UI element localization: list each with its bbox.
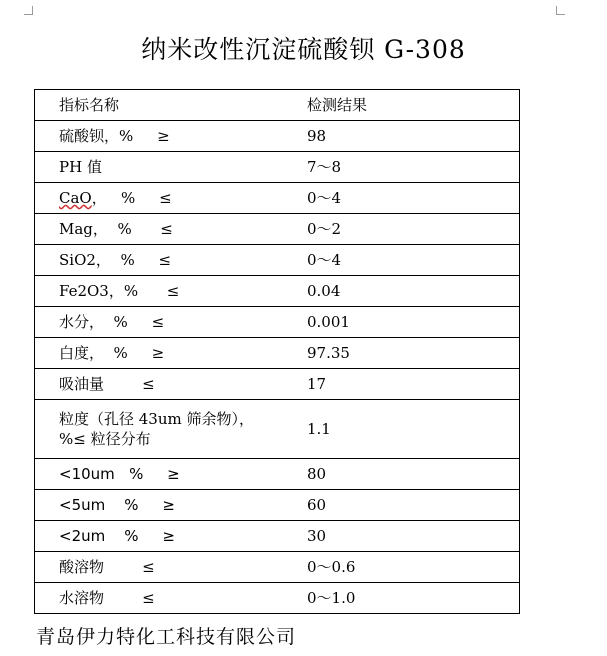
spec-item: CaO， % ≤ xyxy=(59,189,172,207)
spec-item: Mag， % ≤ xyxy=(59,220,173,238)
table-row xyxy=(35,307,520,338)
spec-item: 白度， % ≥ xyxy=(59,344,165,362)
spec-item: SiO2， % ≤ xyxy=(59,251,172,269)
row-cell xyxy=(35,214,520,245)
spec-value: 7～8 xyxy=(307,158,342,176)
spec-item: 水溶物 ≤ xyxy=(59,589,155,607)
header-result-label: 检测结果 xyxy=(307,96,368,114)
row-cell xyxy=(35,245,520,276)
row-cell xyxy=(35,338,520,369)
table-row xyxy=(35,152,520,183)
table-row xyxy=(35,121,520,152)
row-cell xyxy=(35,183,520,214)
header-cell xyxy=(35,90,520,121)
table-row xyxy=(35,400,520,459)
spec-value: 1.1 xyxy=(307,420,331,438)
spec-item: 吸油量 ≤ xyxy=(59,375,155,393)
spec-value: 30 xyxy=(307,527,327,545)
row-cell xyxy=(35,121,520,152)
spec-value: 0～1.0 xyxy=(307,589,356,607)
table-row xyxy=(35,245,520,276)
table-row xyxy=(35,338,520,369)
spec-item: 硫酸钡，% ≥ xyxy=(59,127,170,145)
spec-item: Fe2O3，% ≤ xyxy=(59,282,180,300)
spec-value: 97.35 xyxy=(307,344,350,362)
table-row xyxy=(35,521,520,552)
company-name: 青岛伊力特化工科技有限公司 xyxy=(36,626,297,648)
row-cell xyxy=(35,152,520,183)
spec-value: 0.04 xyxy=(307,282,341,300)
spec-value: 0～4 xyxy=(307,189,342,207)
spec-item: 酸溶物 ≤ xyxy=(59,558,155,576)
spec-table xyxy=(34,89,520,614)
spec-value: 0～4 xyxy=(307,251,342,269)
spec-item: <5um % ≥ xyxy=(59,496,175,514)
row-cell xyxy=(35,490,520,521)
row-cell xyxy=(35,307,520,338)
table-row xyxy=(35,459,520,490)
table-row xyxy=(35,490,520,521)
spec-item: <2um % ≥ xyxy=(59,527,175,545)
table-row xyxy=(35,583,520,614)
table-row xyxy=(35,552,520,583)
spec-item: 粒度（孔径 43um 筛余物），%≤ 粒径分布 xyxy=(59,410,255,448)
spec-value: 17 xyxy=(307,375,327,393)
spec-value: 98 xyxy=(307,127,327,145)
spec-value: 0～2 xyxy=(307,220,342,238)
table-row xyxy=(35,276,520,307)
spec-value: 60 xyxy=(307,496,327,514)
corner-mark-right xyxy=(556,6,565,15)
table-header-row xyxy=(35,90,520,121)
document-title: 纳米改性沉淀硫酸钡 G-308 xyxy=(141,35,466,64)
row-cell xyxy=(35,369,520,400)
row-cell xyxy=(35,583,520,614)
spec-value: 0～0.6 xyxy=(307,558,356,576)
row-cell xyxy=(35,276,520,307)
table-row xyxy=(35,369,520,400)
row-cell xyxy=(35,400,520,459)
corner-mark-left xyxy=(24,6,33,15)
table-row xyxy=(35,183,520,214)
header-item-label: 指标名称 xyxy=(59,96,120,114)
spec-item: <10um % ≥ xyxy=(59,465,180,483)
row-cell xyxy=(35,552,520,583)
table-row xyxy=(35,214,520,245)
spec-item: PH 值 xyxy=(59,158,102,176)
spec-item: 水分， % ≤ xyxy=(59,313,165,331)
spec-value: 0.001 xyxy=(307,313,350,331)
row-cell xyxy=(35,521,520,552)
row-cell xyxy=(35,459,520,490)
spellcheck-underline: CaO xyxy=(59,189,92,207)
spec-value: 80 xyxy=(307,465,327,483)
